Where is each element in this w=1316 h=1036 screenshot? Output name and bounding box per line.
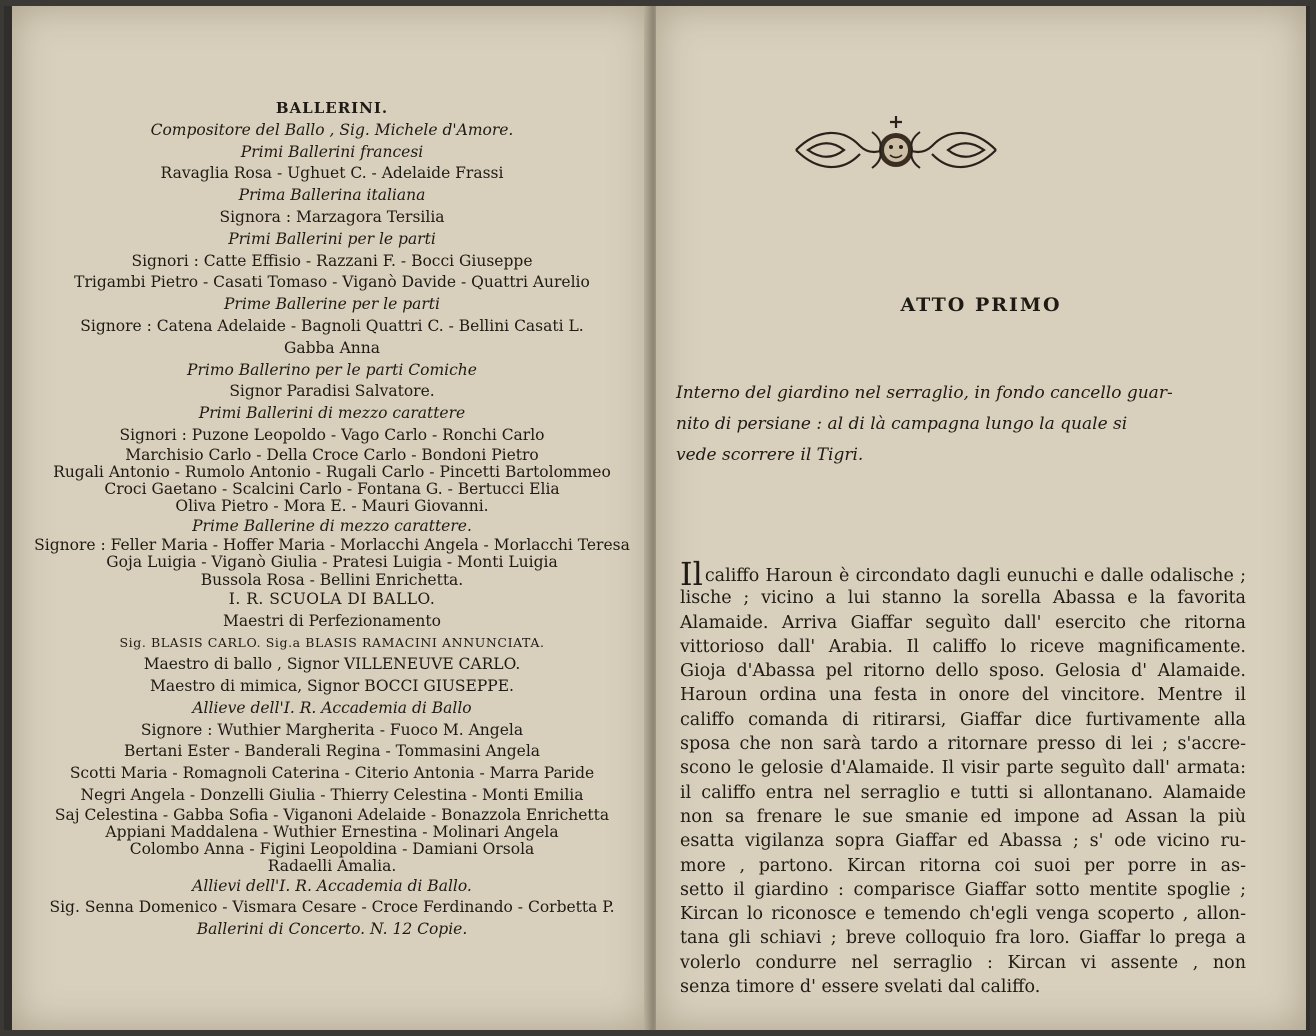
cast-line: Goja Luigia - Viganò Giulia - Pratesi Luigia - Monti Luigia <box>106 553 558 572</box>
cast-line: Colombo Anna - Figini Leopoldina - Damiani Orsola <box>129 840 535 859</box>
synopsis-line: more , partono. Kircan ritorna coi suoi per porre in as- <box>680 855 1246 876</box>
synopsis-line: lische ; vicino a lui stanno la sorella Abassa e la favorita <box>680 588 1246 609</box>
scene-line: vede scorrere il Tigri. <box>676 445 864 465</box>
cast-line: Negri Angela - Donzelli Giulia - Thierry Celestina - Monti Emilia <box>80 786 584 805</box>
synopsis-line: scono le gelosie d'Alamaide. Il visir parte seguìto dall' armata: <box>680 758 1246 779</box>
cast-line: Signor Paradisi Salvatore. <box>229 382 435 401</box>
cast-line: Sig. BLASIS CARLO. Sig.a BLASIS RAMACINI ANNUNCIATA. <box>119 635 545 651</box>
cast-line: Signori : Catte Effisio - Razzani F. - Bocci Giuseppe <box>131 251 533 270</box>
cast-line: Signora : Marzagora Tersilia <box>219 207 445 226</box>
scene-line: nito di persiane : al di là campagna lungo la quale si <box>676 414 1128 434</box>
synopsis-line: Gioja d'Abassa pel ritorno dello sposo. Gelosia d' Alamaide. <box>680 661 1246 682</box>
act-title: ATTO PRIMO <box>900 294 1062 316</box>
synopsis-line: Haroun ordina una festa in onore del vincitore. Mentre il <box>680 685 1246 706</box>
cast-line: Radaelli Amalia. <box>267 857 397 876</box>
cast-line: Allievi dell'I. R. Accademia di Ballo. <box>192 876 472 895</box>
cast-line: Croci Gaetano - Scalcini Carlo - Fontana G. - Bertucci Elia <box>104 480 560 499</box>
cast-line: Compositore del Ballo , Sig. Michele d'Amore. <box>150 120 514 139</box>
cast-line: Maestri di Perfezionamento <box>223 611 441 630</box>
cast-line: BALLERINI. <box>275 99 389 117</box>
cast-line: Maestro di ballo , Signor VILLENEUVE CARLO. <box>143 655 521 674</box>
cast-line: Bussola Rosa - Bellini Enrichetta. <box>200 570 464 589</box>
drop-cap: Il <box>680 555 703 593</box>
right-page <box>656 6 1306 1030</box>
cast-line: Primi Ballerini di mezzo carattere <box>198 404 466 423</box>
cast-line: Rugali Antonio - Rumolo Antonio - Rugali Carlo - Pincetti Bartolommeo <box>53 462 611 481</box>
cast-line: Ballerini di Concerto. N. 12 Copie. <box>196 920 468 939</box>
synopsis-line: senza timore d' essere svelati dal califfo. <box>680 977 1041 998</box>
cast-list <box>32 98 632 941</box>
cast-line: I. R. SCUOLA DI BALLO. <box>228 589 436 608</box>
cast-line: Sig. Senna Domenico - Vismara Cesare - Croce Ferdinando - Corbetta P. <box>49 898 615 917</box>
synopsis-line: esatta vigilanza sopra Giaffar ed Abassa ; s' ode vicino ru- <box>680 831 1246 852</box>
cast-line: Signore : Catena Adelaide - Bagnoli Quattri C. - Bellini Casati L. <box>80 316 584 335</box>
synopsis-line: setto il giardino : comparisce Giaffar sotto mentite spoglie ; <box>680 879 1246 900</box>
synopsis-line <box>680 555 1246 593</box>
book-spread <box>4 6 1310 1030</box>
synopsis-line: volerlo condurre nel serraglio : Kircan vi assente , non <box>680 952 1246 973</box>
synopsis-line: Kircan lo riconosce e temendo ch'egli venga scoperto , allon- <box>680 904 1246 925</box>
cast-line: Primo Ballerino per le parti Comiche <box>187 360 477 379</box>
cast-line: Primi Ballerini francesi <box>240 142 424 161</box>
cast-line: Trigambi Pietro - Casati Tomaso - Viganò Davide - Quattri Aurelio <box>74 273 590 292</box>
cast-line: Prime Ballerine di mezzo carattere. <box>192 516 472 535</box>
act-synopsis <box>680 555 1246 999</box>
cast-line: Saj Celestina - Gabba Sofia - Viganoni Adelaide - Bonazzola Enrichetta <box>54 805 610 824</box>
cast-line: Scotti Maria - Romagnoli Caterina - Citerio Antonia - Marra Paride <box>69 764 595 783</box>
synopsis-line: tana gli schiavi ; breve colloquio fra loro. Giaffar lo prega a <box>680 928 1246 949</box>
synopsis-line-text: califfo Haroun è circondato dagli eunuchi e dalle odalische ; <box>704 566 1246 586</box>
cast-line: Appiani Maddalena - Wuthier Ernestina - Molinari Angela <box>105 823 559 842</box>
cast-line: Prima Ballerina italiana <box>238 186 426 205</box>
synopsis-line: non sa frenare le sue smanie ed impone ad Assan la più <box>680 806 1246 827</box>
cast-line: Signore : Feller Maria - Hoffer Maria - Morlacchi Angela - Morlacchi Teresa <box>34 536 630 555</box>
scene-description <box>676 378 1246 471</box>
cast-line: Maestro di mimica, Signor BOCCI GIUSEPPE. <box>150 677 514 696</box>
cast-line: Prime Ballerine per le parti <box>223 295 440 314</box>
cast-line: Oliva Pietro - Mora E. - Mauri Giovanni. <box>175 497 489 516</box>
cast-line: Allieve dell'I. R. Accademia di Ballo <box>192 698 472 717</box>
cast-line: Gabba Anna <box>283 338 381 357</box>
cast-line: Signore : Wuthier Margherita - Fuoco M. Angela <box>140 720 524 739</box>
left-page <box>12 6 650 1030</box>
synopsis-line: vittorioso dall' Arabia. Il califfo lo riceve magnificamente. <box>680 636 1246 657</box>
cast-line: Signori : Puzone Leopoldo - Vago Carlo - Ronchi Carlo <box>119 425 545 444</box>
synopsis-line: Alamaide. Arriva Giaffar seguìto dall' esercito che ritorna <box>680 612 1246 633</box>
synopsis-line: il califfo entra nel serraglio e tutti si allontanano. Alamaide <box>680 782 1246 803</box>
cast-line: Ravaglia Rosa - Ughuet C. - Adelaide Frassi <box>160 164 504 183</box>
cast-line: Bertani Ester - Banderali Regina - Tommasini Angela <box>123 742 541 761</box>
cast-line: Marchisio Carlo - Della Croce Carlo - Bondoni Pietro <box>125 445 539 464</box>
cast-line: Primi Ballerini per le parti <box>228 229 436 248</box>
synopsis-line: califfo comanda di ritirarsi, Giaffar dice furtivamente alla <box>680 709 1246 730</box>
scene-line: Interno del giardino nel serraglio, in fondo cancello guar- <box>676 383 1173 403</box>
decorative-ornament-icon <box>788 110 1004 190</box>
synopsis-line: sposa che non sarà tardo a ritornare presso di lei ; s'accre- <box>680 734 1246 755</box>
